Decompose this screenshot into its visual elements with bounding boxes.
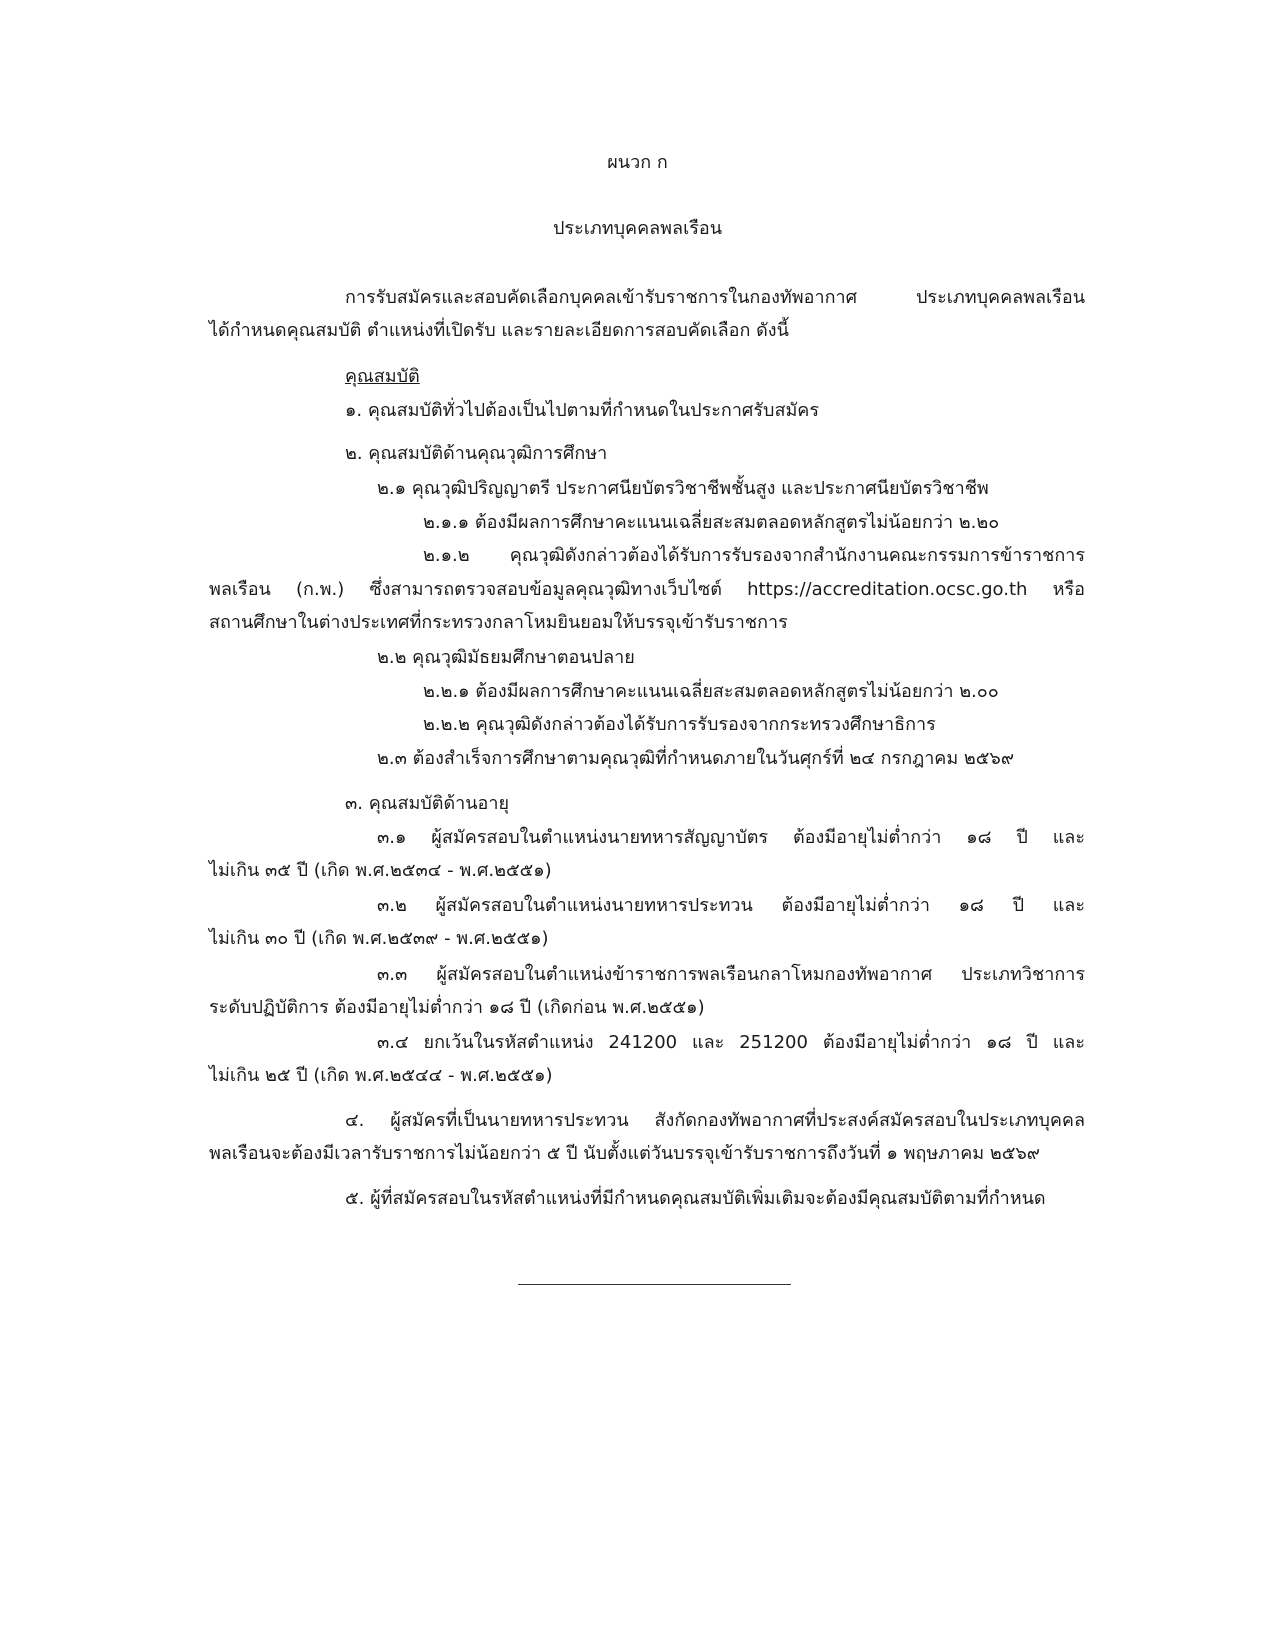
item-2-1-2-line-2: พลเรือน (ก.พ.) ซึ่งสามารถตรวจสอบข้อมูลคุณวุฒิทางเว็บไซต์ https://accreditation.ocsc.go.th หรือ xyxy=(209,579,1085,600)
item-3-2-line-1: ๓.๒ ผู้สมัครสอบในตำแหน่งนายทหารประทวน ต้องมีอายุไม่ต่ำกว่า ๑๘ ปี และ xyxy=(377,895,1085,916)
intro-line-1: การรับสมัครและสอบคัดเลือกบุคคลเข้ารับราชการในกองทัพอากาศ ประเภทบุคคลพลเรือน xyxy=(345,287,1085,308)
item-2-2-1: ๒.๒.๑ ต้องมีผลการศึกษาคะแนนเฉลี่ยสะสมตลอดหลักสูตรไม่น้อยกว่า ๒.๐๐ xyxy=(423,681,999,702)
intro-line-2: ได้กำหนดคุณสมบัติ ตำแหน่งที่เปิดรับ และรายละเอียดการสอบคัดเลือก ดังนี้ xyxy=(209,320,789,341)
qualifications-heading: คุณสมบัติ xyxy=(345,366,420,387)
item-3-2-line-2: ไม่เกิน ๓๐ ปี (เกิด พ.ศ.๒๕๓๙ - พ.ศ.๒๕๕๑) xyxy=(209,928,549,949)
item-1: ๑. คุณสมบัติทั่วไปต้องเป็นไปตามที่กำหนดในประกาศรับสมัคร xyxy=(345,400,820,421)
item-3-3-line-1: ๓.๓ ผู้สมัครสอบในตำแหน่งข้าราชการพลเรือนกลาโหมกองทัพอากาศ ประเภทวิชาการ xyxy=(377,964,1085,985)
item-2-2: ๒.๒ คุณวุฒิมัธยมศึกษาตอนปลาย xyxy=(377,647,635,668)
item-4-line-1: ๔. ผู้สมัครที่เป็นนายทหารประทวน สังกัดกองทัพอากาศที่ประสงค์สมัครสอบในประเภทบุคคล xyxy=(345,1110,1085,1131)
item-2-1-2-line-1: ๒.๑.๒ คุณวุฒิดังกล่าวต้องได้รับการรับรองจากสำนักงานคณะกรรมการข้าราชการ xyxy=(423,545,1085,566)
item-5: ๕. ผู้ที่สมัครสอบในรหัสตำแหน่งที่มีกำหนดคุณสมบัติเพิ่มเติมจะต้องมีคุณสมบัติตามที่กำหนด xyxy=(345,1188,1046,1209)
item-3-1-line-2: ไม่เกิน ๓๕ ปี (เกิด พ.ศ.๒๕๓๔ - พ.ศ.๒๕๕๑) xyxy=(209,860,552,881)
item-2-1-2-line-3: สถานศึกษาในต่างประเทศที่กระทรวงกลาโหมยินยอมให้บรรจุเข้ารับราชการ xyxy=(209,612,788,633)
category-title: ประเภทบุคคลพลเรือน xyxy=(552,218,722,239)
end-divider xyxy=(518,1284,791,1285)
item-3-1-line-1: ๓.๑ ผู้สมัครสอบในตำแหน่งนายทหารสัญญาบัตร ต้องมีอายุไม่ต่ำกว่า ๑๘ ปี และ xyxy=(377,827,1085,848)
item-3-4-line-2: ไม่เกิน ๒๕ ปี (เกิด พ.ศ.๒๕๔๔ - พ.ศ.๒๕๕๑) xyxy=(209,1065,553,1086)
item-2-3: ๒.๓ ต้องสำเร็จการศึกษาตามคุณวุฒิที่กำหนดภายในวันศุกร์ที่ ๒๔ กรกฎาคม ๒๕๖๙ xyxy=(377,748,1015,769)
item-3: ๓. คุณสมบัติด้านอายุ xyxy=(345,793,510,814)
item-2-2-2: ๒.๒.๒ คุณวุฒิดังกล่าวต้องได้รับการรับรองจากกระทรวงศึกษาธิการ xyxy=(423,714,936,735)
annex-title: ผนวก ก xyxy=(607,152,668,173)
item-3-3-line-2: ระดับปฏิบัติการ ต้องมีอายุไม่ต่ำกว่า ๑๘ ปี (เกิดก่อน พ.ศ.๒๕๕๑) xyxy=(209,997,705,1018)
item-2-1: ๒.๑ คุณวุฒิปริญญาตรี ประกาศนียบัตรวิชาชีพชั้นสูง และประกาศนียบัตรวิชาชีพ xyxy=(377,478,989,499)
item-3-4-line-1: ๓.๔ ยกเว้นในรหัสตำแหน่ง 241200 และ 251200 ต้องมีอายุไม่ต่ำกว่า ๑๘ ปี และ xyxy=(377,1032,1085,1053)
item-2: ๒. คุณสมบัติด้านคุณวุฒิการศึกษา xyxy=(345,443,608,464)
item-4-line-2: พลเรือนจะต้องมีเวลารับราชการไม่น้อยกว่า ๕ ปี นับตั้งแต่วันบรรจุเข้ารับราชการถึงวันที่ ๑ พฤษภาคม ๒๕๖๙ xyxy=(209,1143,1040,1164)
item-2-1-1: ๒.๑.๑ ต้องมีผลการศึกษาคะแนนเฉลี่ยสะสมตลอดหลักสูตรไม่น้อยกว่า ๒.๒๐ xyxy=(423,512,1000,533)
